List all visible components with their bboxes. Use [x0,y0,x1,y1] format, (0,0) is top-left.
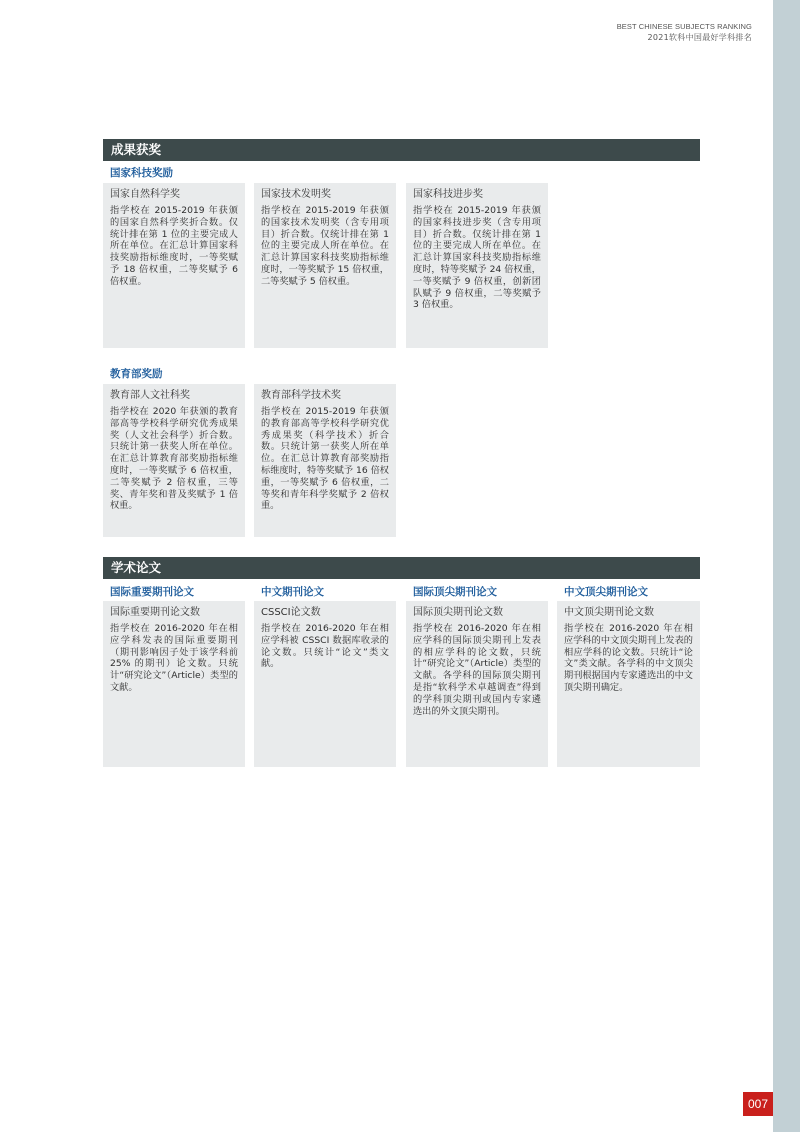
group-title-national-awards: 国家科技奖励 [110,167,173,179]
card-body: 指学校在 2016-2020 年在相应学科被 CSSCI 数据库收录的论文数。只统计“论文”类文献。 [261,623,389,670]
journal-head-chinese: 中文期刊论文 [261,586,324,598]
card-body: 指学校在 2016-2020 年在相应学科发表的国际重要期刊（期刊影响因子处于该学科前 25% 的期刊）论文数。只统计“研究论文”（Article）类型的文献。 [110,623,238,693]
card-title: 教育部人文社科奖 [110,390,190,401]
card-body: 指学校在 2016-2020 年在相应学科的中文顶尖期刊上发表的相应学科的论文数。只统计“论文”类文献。各学科的中文顶尖期刊根据国内专家遴选出的中文顶尖期刊确定。 [564,623,693,693]
card-title: 国家科技进步奖 [413,189,483,200]
award-card-moe-science [254,384,396,537]
journal-head-intl-top: 国际顶尖期刊论文 [413,586,497,598]
group-title-moe-awards: 教育部奖励 [110,368,163,380]
paper-card-chinese-top [557,601,700,767]
journal-head-chinese-top: 中文顶尖期刊论文 [564,586,648,598]
card-body: 指学校在 2016-2020 年在相应学科的国际顶尖期刊上发表的相应学科的论文数，只统计“研究论文”（Article）类型的文献。各学科的国际顶尖期刊是指“软科学术卓越调查”得到的学科顶尖期刊或国内专家遴选出的外文顶尖期刊。 [413,623,541,717]
paper-card-cssci [254,601,396,767]
card-title: 中文顶尖期刊论文数 [564,607,654,618]
card-body: 指学校在 2015-2019 年获颁的国家技术发明奖（含专用项目）折合数。仅统计排在第 1 位的主要完成人所在单位。在汇总计算国家科技奖励指标维度时，一等奖赋予 15 倍权重，二等奖赋予 5 倍权重。 [261,205,389,287]
page-number: 007 [743,1092,773,1116]
card-title: 教育部科学技术奖 [261,390,341,401]
paper-card-intl-important [103,601,245,767]
card-title: CSSCI论文数 [261,607,321,618]
card-title: 国家技术发明奖 [261,189,331,200]
award-card-natural-science [103,183,245,348]
section-title-awards: 成果获奖 [103,139,700,161]
card-body: 指学校在 2015-2019 年获颁的国家科技进步奖（含专用项目）折合数。仅统计排在第 1 位的主要完成人所在单位。在汇总计算国家科技奖励指标维度时，特等奖赋予 24 倍权重，一等奖赋予 9 倍权重，创新团队赋予 9 倍权重，二等奖赋予 3 倍权重。 [413,205,541,311]
right-edge-band [773,0,800,1132]
header-chinese: 2021软科中国最好学科排名 [647,33,752,42]
card-title: 国际顶尖期刊论文数 [413,607,503,618]
paper-card-intl-top [406,601,548,767]
award-card-technical-invention [254,183,396,348]
card-title: 国际重要期刊论文数 [110,607,200,618]
header-english: BEST CHINESE SUBJECTS RANKING [616,22,752,31]
card-body: 指学校在 2015-2019 年获颁的教育部高等学校科学研究优秀成果奖（科学技术）折合数。只统计第一获奖人所在单位。在汇总计算教育部奖励指标维度时，特等奖赋予 16 倍权重，一等奖赋予 6 倍权重，二等奖和青年科学奖赋予 2 倍权重。 [261,406,389,512]
card-body: 指学校在 2015-2019 年获颁的国家自然科学奖折合数。仅统计排在第 1 位的主要完成人所在单位。在汇总计算国家科技奖励指标维度时，一等奖赋予 18 倍权重，二等奖赋予 6 倍权重。 [110,205,238,287]
award-card-sci-tech-progress [406,183,548,348]
card-title: 国家自然科学奖 [110,189,180,200]
page-header [617,22,752,43]
award-card-moe-humanities [103,384,245,537]
card-body: 指学校在 2020 年获颁的教育部高等学校科学研究优秀成果奖（人文社会科学）折合数。只统计第一获奖人所在单位。在汇总计算教育部奖励指标维度时，一等奖赋予 6 倍权重，二等奖赋予 2 倍权重，三等奖、青年奖和普及奖赋予 1 倍权重。 [110,406,238,512]
journal-head-intl-important: 国际重要期刊论文 [110,586,194,598]
section-title-papers: 学术论文 [103,557,700,579]
